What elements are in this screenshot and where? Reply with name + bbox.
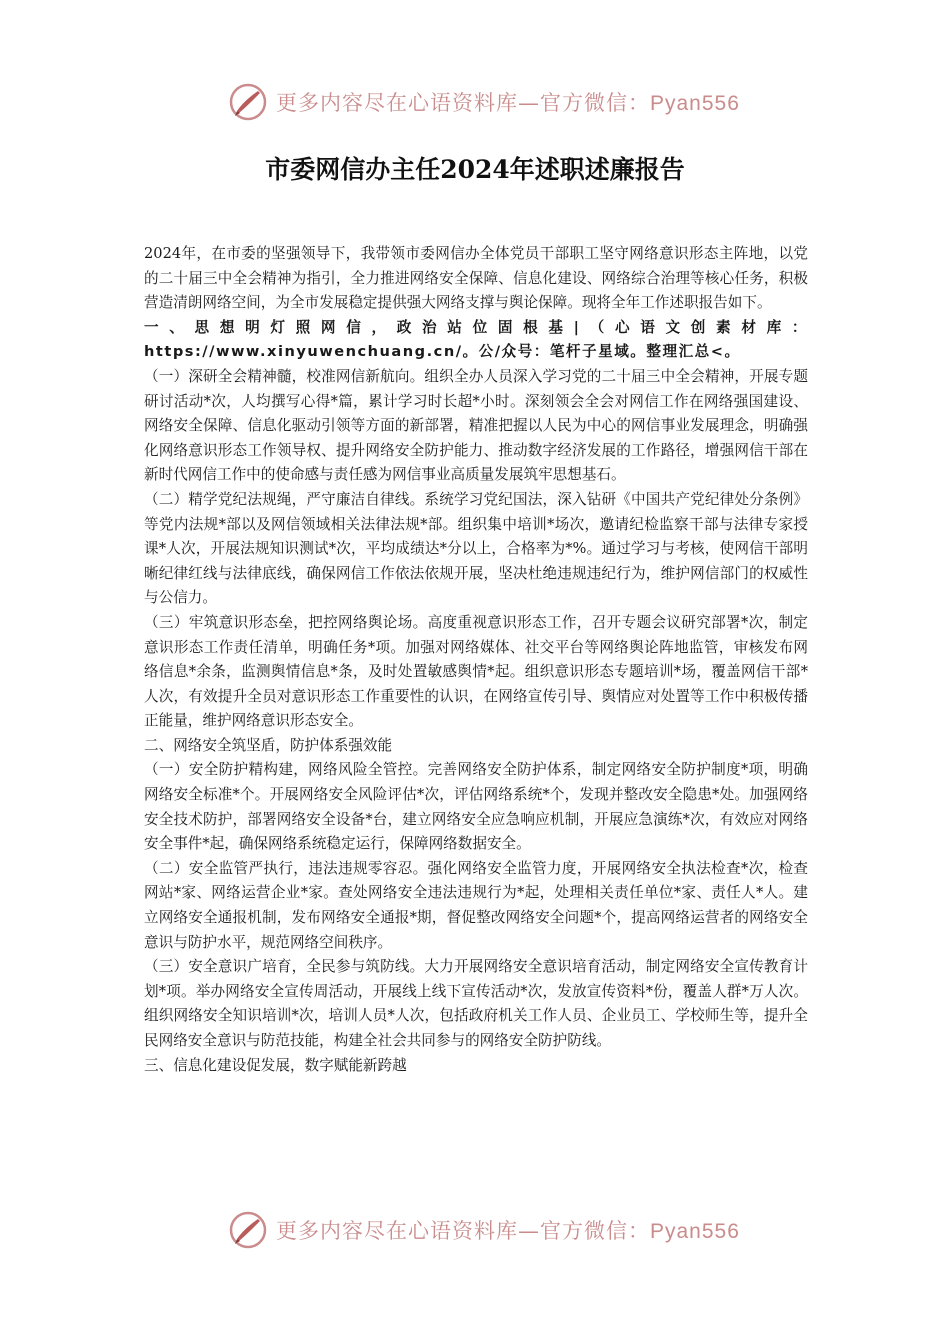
section-2-item: （三）安全意识广培育，全民参与筑防线。大力开展网络安全意识培育活动，制定网络安全宣传教育计划*项。举办网络安全宣传周活动，开展线上线下宣传活动*次，发放宣传资料*份，覆盖人群*万人次。组织网络安全知识培训*次，培训人员*人次，包括政府机关工作人员、企业员工、学校师生等，提升全民网络安全意识与防范技能，构建全社会共同参与的网络安全防护防线。 bbox=[144, 958, 808, 1049]
section-1-heading-text: 一、思想明灯照网信，政治站位固根基 bbox=[144, 318, 574, 336]
banner-label: 更多内容尽在心语资料库—官方微信： bbox=[276, 91, 650, 115]
banner-text bbox=[276, 1215, 740, 1245]
banner-text bbox=[276, 87, 740, 117]
source-note: |（心语文创素材库：https://www.xinyuwenchuang.cn/。公/众号：笔杆子星域。整理汇总<。 bbox=[144, 318, 808, 361]
section-1-heading bbox=[144, 316, 808, 365]
section-1-item: （一）深研全会精神髓，校准网信新航向。组织全办人员深入学习党的二十届三中全会精神，开展专题研讨活动*次，人均撰写心得*篇，累计学习时长超*小时。深刻领会全会对网信工作在网络强国建设、网络安全保障、信息化驱动引领等方面的新部署，精准把握以人民为中心的网信事业发展理念，明确强化网络意识形态工作领导权、提升网络安全防护能力、推动数字经济发展的工作路径，增强网信干部在新时代网信工作中的使命感与责任感为网信事业高质量发展筑牢思想基石。 bbox=[144, 367, 808, 484]
footer-banner bbox=[228, 1210, 788, 1250]
banner-label: 更多内容尽在心语资料库—官方微信： bbox=[276, 1219, 650, 1243]
wechat-id: Pyan556 bbox=[650, 1220, 740, 1243]
section-2-item: （二）安全监管严执行，违法违规零容忍。强化网络安全监管力度，开展网络安全执法检查*次，检查网站*家、网络运营企业*家。查处网络安全违法违规行为*起，处理相关责任单位*家、责任人*人。建立网络安全通报机制，发布网络安全通报*期，督促整改网络安全问题*个，提高网络运营者的网络安全意识与防护水平，规范网络空间秩序。 bbox=[144, 859, 808, 951]
section-3-heading: 三、信息化建设促发展，数字赋能新跨越 bbox=[144, 1056, 407, 1074]
section-2-heading: 二、网络安全筑坚盾，防护体系强效能 bbox=[144, 736, 393, 754]
pen-writing-logo-icon bbox=[228, 82, 268, 122]
wechat-id: Pyan556 bbox=[650, 92, 740, 115]
document-body bbox=[144, 242, 808, 1078]
section-1-item: （二）精学党纪法规绳，严守廉洁自律线。系统学习党纪国法，深入钻研《中国共产党纪律处分条例》等党内法规*部以及网信领域相关法律法规*部。组织集中培训*场次，邀请纪检监察干部与法律专家授课*人次，开展法规知识测试*次，平均成绩达*分以上，合格率为*%。通过学习与考核，使网信干部明晰纪律红线与法律底线，确保网信工作依法依规开展，坚决杜绝违规违纪行为，维护网信部门的权威性与公信力。 bbox=[144, 490, 808, 607]
section-2-item: （一）安全防护精构建，网络风险全管控。完善网络安全防护体系，制定网络安全防护制度*项，明确网络安全标准*个。开展网络安全风险评估*次，评估网络系统*个，发现并整改安全隐患*处。加强网络安全技术防护，部署网络安全设备*台，建立网络安全应急响应机制，开展应急演练*次，有效应对网络安全事件*起，确保网络系统稳定运行，保障网络数据安全。 bbox=[144, 761, 808, 853]
intro-paragraph: 2024年，在市委的坚强领导下，我带领市委网信办全体党员干部职工坚守网络意识形态主阵地，以党的二十届三中全会精神为指引，全力推进网络安全保障、信息化建设、网络综合治理等核心任务，积极营造清朗网络空间，为全市发展稳定提供强大网络支撑与舆论保障。现将全年工作述职报告如下。 bbox=[144, 245, 808, 312]
header-banner bbox=[228, 82, 788, 122]
page-title: 市委网信办主任2024年述职述廉报告 bbox=[265, 155, 685, 184]
section-1-item: （三）牢筑意识形态垒，把控网络舆论场。高度重视意识形态工作，召开专题会议研究部署*次，制定意识形态工作责任清单，明确任务*项。加强对网络媒体、社交平台等网络舆论阵地监管，审核发布网络信息*余条，监测舆情信息*条，及时处置敏感舆情*起。组织意识形态专题培训*场，覆盖网信干部*人次，有效提升全员对意识形态工作重要性的认识，在网络宣传引导、舆情应对处置等工作中积极传播正能量，维护网络意识形态安全。 bbox=[144, 613, 808, 730]
pen-writing-logo-icon bbox=[228, 1210, 268, 1250]
